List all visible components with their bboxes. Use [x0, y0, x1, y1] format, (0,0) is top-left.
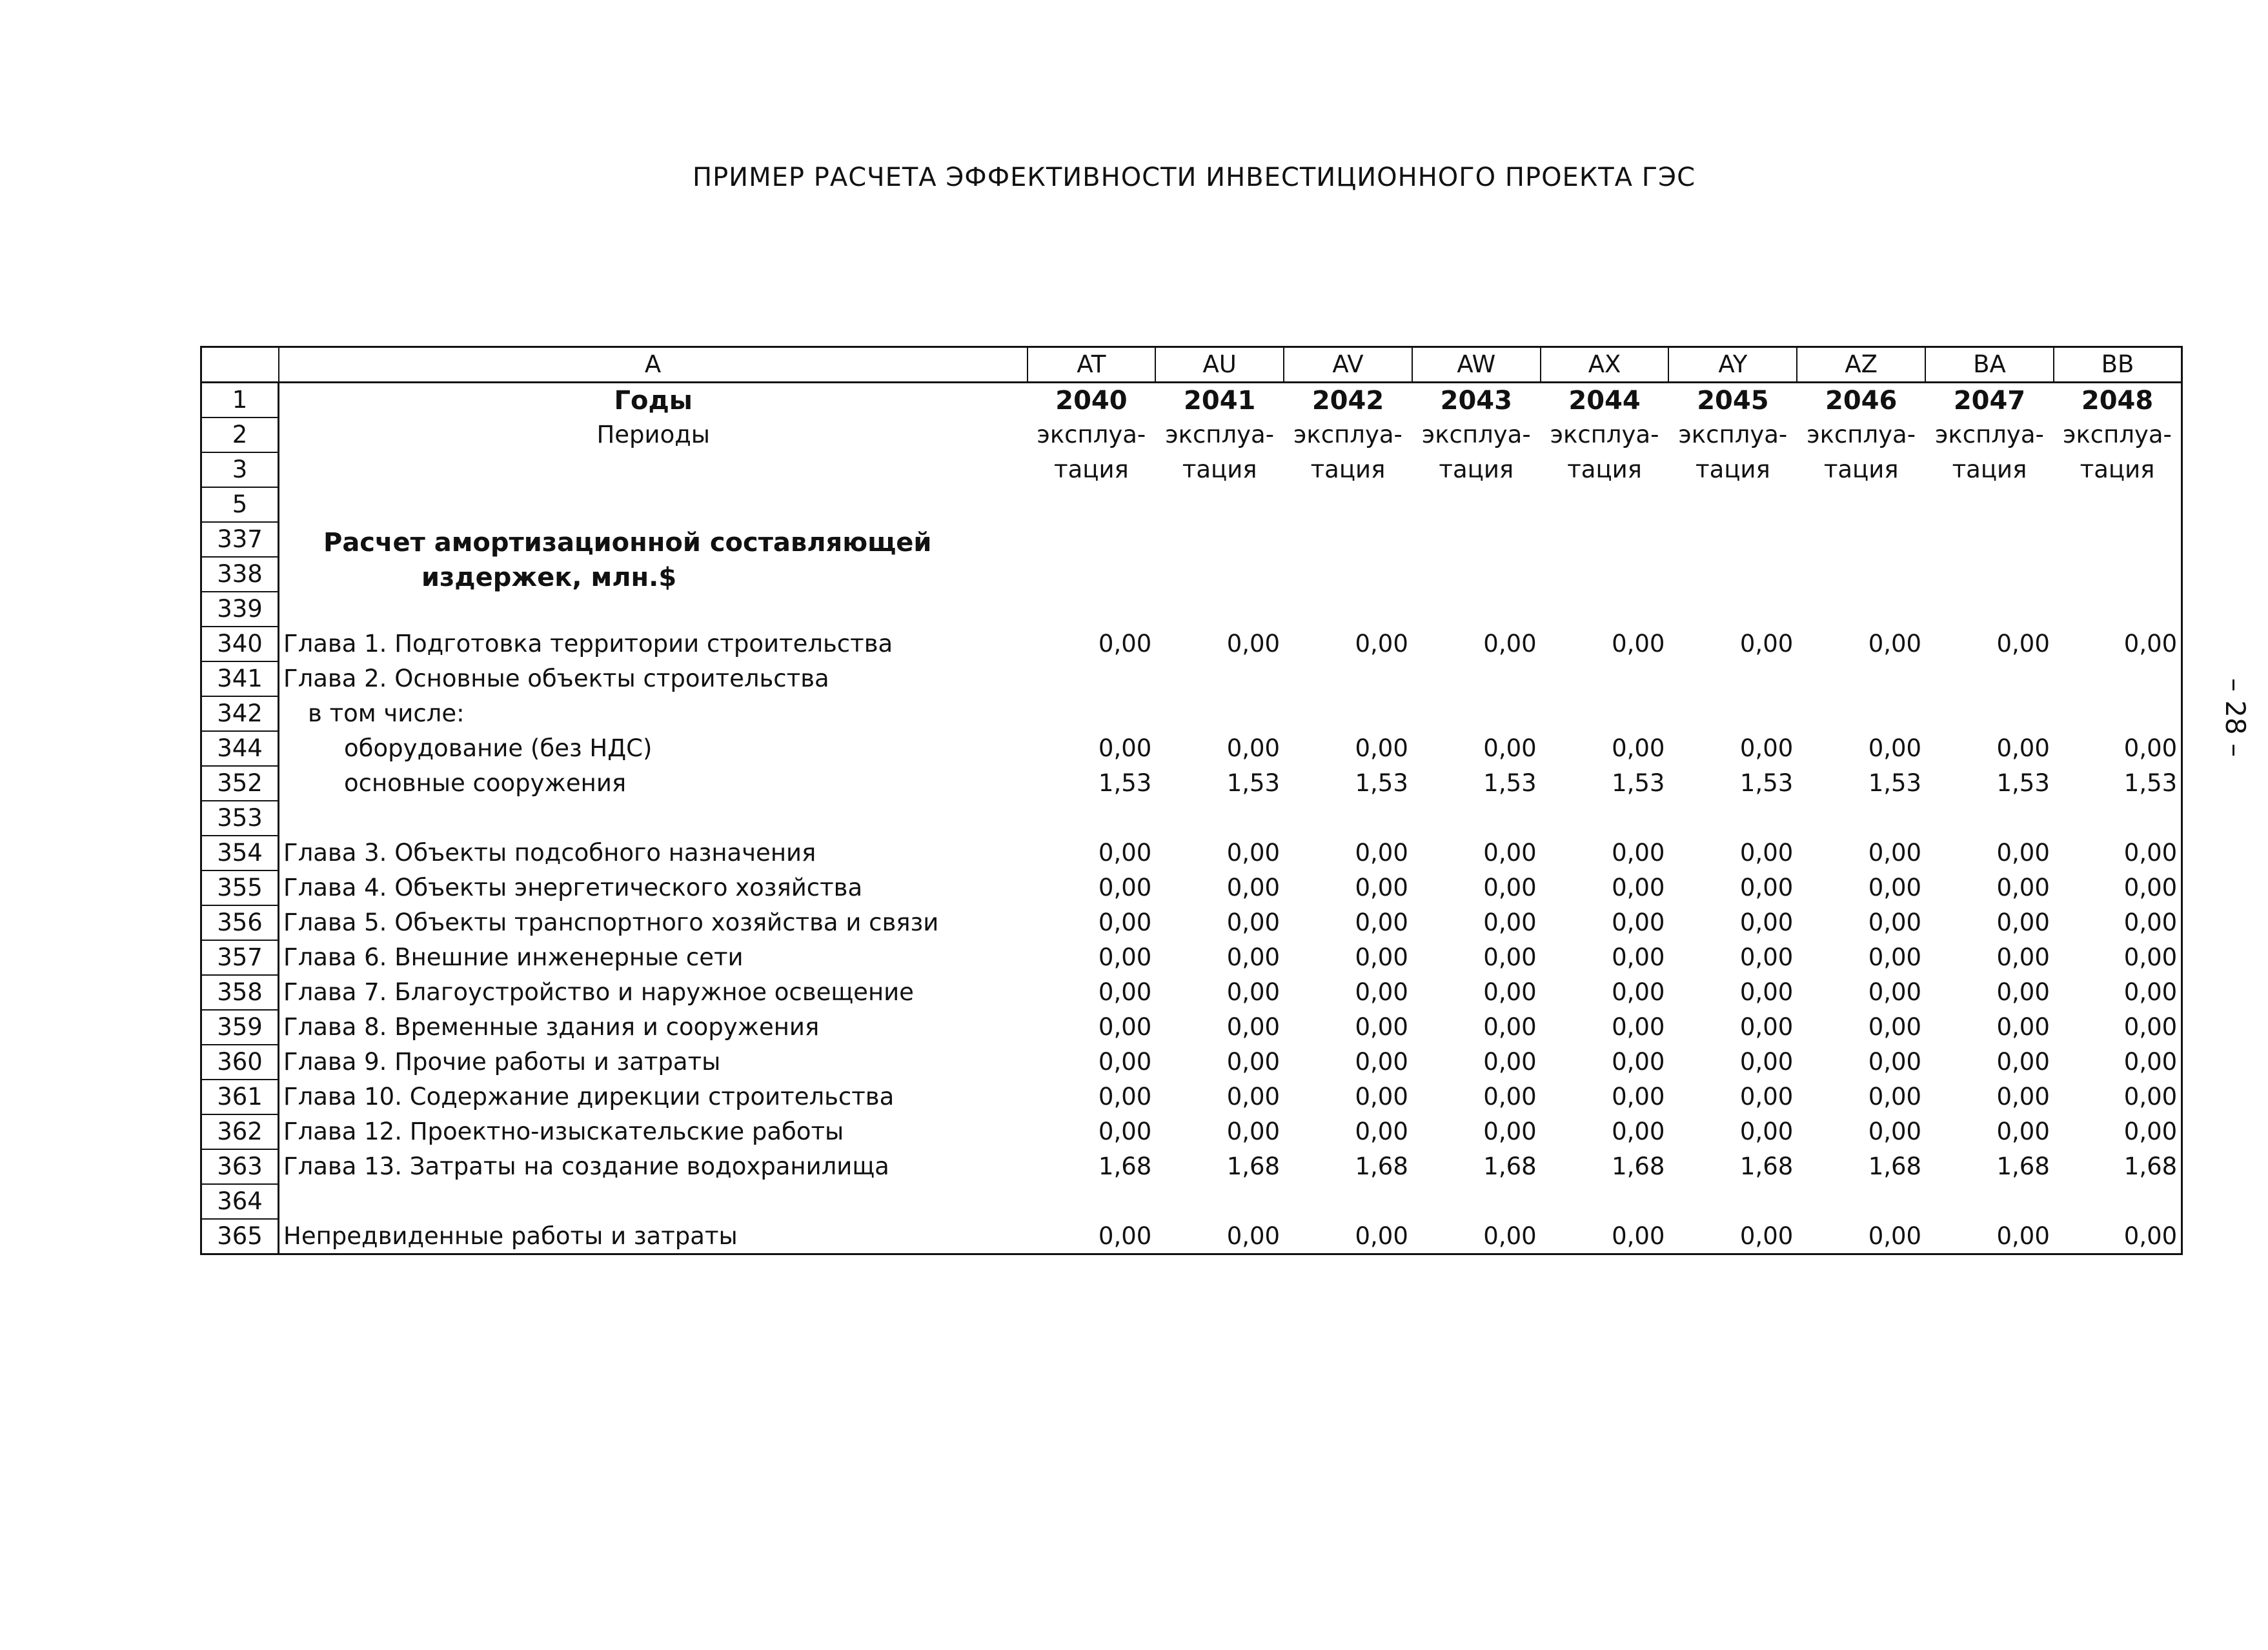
value-cell	[1155, 801, 1284, 836]
table-row	[201, 870, 2182, 905]
value-cell: 1,68	[1098, 1152, 1152, 1180]
row-number: 1	[201, 383, 279, 418]
value-cell: 0,00	[1355, 1083, 1408, 1111]
value-cell	[1925, 696, 2054, 731]
value-cell: 0,00	[2054, 1010, 2182, 1045]
table-row	[201, 1114, 2182, 1149]
value-cell: 0,00	[1412, 1219, 1541, 1254]
table-row	[201, 627, 2182, 661]
document-title: ПРИМЕР РАСЧЕТА ЭФФЕКТИВНОСТИ ИНВЕСТИЦИОННОГО ПРОЕКТА ГЭС	[692, 163, 1696, 192]
row-label: Глава 13. Затраты на создание водохранилища	[283, 1152, 889, 1180]
table-row	[201, 940, 2182, 975]
column-header-a: A	[279, 347, 1028, 383]
row-number: 2	[201, 418, 279, 452]
row-label: Глава 9. Прочие работы и затраты	[283, 1048, 721, 1076]
value-cell: 0,00	[1226, 1118, 1281, 1145]
table-row	[201, 975, 2182, 1010]
value-cell: 0,00	[1098, 909, 1152, 936]
value-cell: 0,00	[1612, 630, 1665, 658]
period-cell: тация	[1310, 456, 1386, 483]
section-title-line-2: издержек, млн.$	[421, 563, 677, 592]
value-cell: 0,00	[1098, 1048, 1152, 1076]
spreadsheet	[200, 346, 2182, 1250]
table-row	[201, 1080, 2182, 1114]
value-cell: 0,00	[1739, 909, 1794, 936]
value-cell: 0,00	[1355, 839, 1408, 867]
column-header: BA	[1925, 347, 2054, 383]
table-row	[201, 1184, 2182, 1219]
column-header: AU	[1155, 347, 1284, 383]
row-number: 340	[201, 627, 279, 661]
value-cell: 0,00	[1355, 909, 1408, 936]
row-number: 344	[201, 731, 279, 766]
value-cell	[1155, 1184, 1284, 1219]
row-label: Глава 12. Проектно-изыскательские работы	[283, 1118, 844, 1145]
value-cell: 0,00	[1612, 1083, 1665, 1111]
row-label: оборудование (без НДС)	[344, 734, 653, 762]
value-cell: 0,00	[1098, 839, 1152, 867]
value-cell: 0,00	[2054, 905, 2182, 940]
value-cell: 0,00	[1483, 1013, 1537, 1041]
value-cell	[1284, 1184, 1412, 1219]
value-cell: 0,00	[2054, 975, 2182, 1010]
value-cell	[1797, 1184, 1925, 1219]
row-number: 365	[201, 1219, 279, 1254]
period-cell: эксплуа-	[1807, 421, 1916, 448]
value-cell: 0,00	[1739, 630, 1794, 658]
row-label: Глава 1. Подготовка территории строительства	[283, 630, 893, 658]
value-cell: 1,53	[1868, 769, 1922, 797]
value-cell: 0,00	[1996, 1118, 2050, 1145]
row-number: 354	[201, 836, 279, 870]
value-cell: 0,00	[1226, 630, 1281, 658]
value-cell: 1,68	[1226, 1152, 1281, 1180]
value-cell	[1028, 696, 1156, 731]
periods-row-2	[201, 452, 2182, 487]
value-cell: 1,68	[1868, 1152, 1922, 1180]
value-cell: 0,00	[1612, 874, 1665, 901]
year-cell: 2044	[1568, 385, 1641, 416]
value-cell: 1,53	[1098, 769, 1152, 797]
value-cell	[1284, 801, 1412, 836]
value-cell: 0,00	[1612, 1048, 1665, 1076]
years-label: Годы	[614, 385, 693, 416]
value-cell: 0,00	[1868, 909, 1922, 936]
value-cell: 0,00	[1668, 1219, 1797, 1254]
period-cell: тация	[1054, 456, 1129, 483]
column-header: AV	[1284, 347, 1412, 383]
value-cell: 0,00	[1355, 943, 1408, 971]
row-label: Глава 7. Благоустройство и наружное освещение	[283, 978, 914, 1006]
value-cell	[1155, 592, 1284, 627]
value-cell: 0,00	[1355, 734, 1408, 762]
value-cell	[1284, 592, 1412, 627]
table-row	[201, 592, 2182, 627]
value-cell: 0,00	[1226, 909, 1281, 936]
period-cell: тация	[2054, 452, 2182, 487]
value-cell: 0,00	[1996, 630, 2050, 658]
value-cell: 0,00	[1868, 1118, 1922, 1145]
value-cell: 1,68	[1612, 1152, 1665, 1180]
column-header: AT	[1028, 347, 1156, 383]
row-number: 352	[201, 766, 279, 801]
value-cell	[1284, 696, 1412, 731]
value-cell: 0,00	[1612, 978, 1665, 1006]
value-cell: 0,00	[1996, 874, 2050, 901]
value-cell: 0,00	[1868, 1048, 1922, 1076]
value-cell: 0,00	[1483, 1118, 1537, 1145]
value-cell: 0,00	[1028, 1219, 1156, 1254]
value-cell: 0,00	[1098, 978, 1152, 1006]
value-cell: 0,00	[1868, 630, 1922, 658]
years-row	[201, 383, 2182, 418]
year-cell: 2045	[1697, 385, 1769, 416]
value-cell: 0,00	[1739, 874, 1794, 901]
value-cell	[1925, 1184, 2054, 1219]
row-label: Глава 3. Объекты подсобного назначения	[283, 839, 816, 867]
amortization-table	[200, 346, 2183, 1255]
value-cell: 1,53	[1355, 769, 1408, 797]
row-number: 360	[201, 1045, 279, 1080]
row-label: основные сооружения	[344, 769, 627, 797]
value-cell: 0,00	[1612, 1118, 1665, 1145]
value-cell	[1541, 801, 1669, 836]
value-cell: 0,00	[1098, 1013, 1152, 1041]
value-cell	[1541, 696, 1669, 731]
value-cell: 0,00	[1284, 1219, 1412, 1254]
value-cell	[1412, 592, 1541, 627]
row-number: 361	[201, 1080, 279, 1114]
page-number: – 28 –	[2220, 678, 2251, 758]
value-cell: 0,00	[1483, 630, 1537, 658]
year-cell: 2041	[1184, 385, 1256, 416]
row-number: 337	[201, 522, 279, 557]
year-cell: 2046	[1825, 385, 1898, 416]
column-header: BB	[2054, 347, 2182, 383]
value-cell: 0,00	[1355, 978, 1408, 1006]
value-cell: 0,00	[1612, 909, 1665, 936]
row-number: 355	[201, 870, 279, 905]
row-number: 341	[201, 661, 279, 696]
value-cell: 0,00	[1098, 943, 1152, 971]
column-header: AX	[1541, 347, 1669, 383]
value-cell: 0,00	[2054, 940, 2182, 975]
period-cell: эксплуа-	[1550, 421, 1659, 448]
table-row	[201, 661, 2182, 696]
section-title-line-1: Расчет амортизационной составляющей	[323, 528, 932, 558]
value-cell	[2054, 661, 2182, 696]
empty-label	[279, 452, 1028, 487]
value-cell	[1412, 801, 1541, 836]
value-cell: 0,00	[1739, 1013, 1794, 1041]
value-cell: 0,00	[1226, 839, 1281, 867]
period-cell: эксплуа-	[1293, 421, 1402, 448]
value-cell: 0,00	[1868, 1083, 1922, 1111]
value-cell: 0,00	[1226, 1013, 1281, 1041]
table-row	[201, 801, 2182, 836]
year-cell: 2047	[1953, 385, 2026, 416]
value-cell	[1155, 696, 1284, 731]
value-cell	[2054, 592, 2182, 627]
corner-cell	[201, 347, 279, 383]
row-label	[279, 592, 1028, 627]
value-cell: 0,00	[1226, 734, 1281, 762]
period-cell: эксплуа-	[1935, 421, 2044, 448]
year-cell: 2042	[1311, 385, 1384, 416]
value-cell	[1925, 661, 2054, 696]
value-cell: 0,00	[1155, 1219, 1284, 1254]
value-cell: 1,68	[1739, 1152, 1794, 1180]
value-cell: 0,00	[1739, 1048, 1794, 1076]
value-cell: 0,00	[1483, 909, 1537, 936]
period-cell: эксплуа-	[2054, 418, 2182, 452]
table-row	[201, 905, 2182, 940]
value-cell: 0,00	[1868, 734, 1922, 762]
value-cell: 0,00	[1996, 839, 2050, 867]
table-row	[201, 1045, 2182, 1080]
value-cell: 0,00	[1355, 630, 1408, 658]
value-cell: 0,00	[1226, 1083, 1281, 1111]
value-cell: 0,00	[1797, 1219, 1925, 1254]
value-cell: 0,00	[1739, 1083, 1794, 1111]
row-number: 356	[201, 905, 279, 940]
period-cell: тация	[1823, 456, 1899, 483]
value-cell: 1,68	[1355, 1152, 1408, 1180]
row-label: Глава 5. Объекты транспортного хозяйства и связи	[283, 909, 939, 936]
section-title-row-2	[201, 557, 2182, 592]
value-cell: 0,00	[1739, 839, 1794, 867]
value-cell	[1668, 592, 1797, 627]
value-cell: 0,00	[1612, 943, 1665, 971]
value-cell: 0,00	[1098, 1083, 1152, 1111]
value-cell: 0,00	[1996, 1083, 2050, 1111]
row-number: 357	[201, 940, 279, 975]
value-cell: 0,00	[1098, 1118, 1152, 1145]
period-cell: тация	[1952, 456, 2027, 483]
value-cell: 0,00	[1868, 1013, 1922, 1041]
table-row	[201, 1219, 2182, 1254]
row-label	[279, 1184, 1028, 1219]
column-header: AZ	[1797, 347, 1925, 383]
value-cell	[1668, 696, 1797, 731]
column-header: AW	[1412, 347, 1541, 383]
value-cell: 0,00	[2054, 1080, 2182, 1114]
table-row	[201, 1149, 2182, 1184]
value-cell: 0,00	[1355, 1048, 1408, 1076]
value-cell: 0,00	[1739, 734, 1794, 762]
value-cell: 0,00	[1541, 1219, 1669, 1254]
row-label: Глава 4. Объекты энергетического хозяйства	[283, 874, 863, 901]
value-cell: 0,00	[2054, 870, 2182, 905]
table-row	[201, 766, 2182, 801]
value-cell: 1,53	[1226, 769, 1281, 797]
row-label: Глава 8. Временные здания и сооружения	[283, 1013, 820, 1041]
row-number: 363	[201, 1149, 279, 1184]
value-cell: 0,00	[1868, 874, 1922, 901]
value-cell: 0,00	[2054, 1219, 2182, 1254]
row-number: 358	[201, 975, 279, 1010]
value-cell: 0,00	[1098, 630, 1152, 658]
period-cell: тация	[1696, 456, 1770, 483]
value-cell: 0,00	[1925, 1219, 2054, 1254]
value-cell: 1,53	[1996, 769, 2050, 797]
row-number: 338	[201, 557, 279, 592]
value-cell	[1668, 661, 1797, 696]
value-cell	[1412, 661, 1541, 696]
value-cell: 0,00	[1226, 978, 1281, 1006]
value-cell: 0,00	[2054, 836, 2182, 870]
value-cell: 0,00	[2054, 1045, 2182, 1080]
period-cell: эксплуа-	[1421, 421, 1531, 448]
table-row	[201, 1010, 2182, 1045]
year-cell: 2040	[1055, 385, 1128, 416]
column-header: AY	[1668, 347, 1797, 383]
value-cell: 0,00	[1868, 943, 1922, 971]
period-cell: тация	[1567, 456, 1642, 483]
value-cell: 0,00	[1355, 1013, 1408, 1041]
value-cell: 0,00	[1226, 943, 1281, 971]
value-cell: 0,00	[1996, 909, 2050, 936]
value-cell: 0,00	[1612, 839, 1665, 867]
row-label: в том числе:	[308, 699, 465, 727]
value-cell	[1797, 661, 1925, 696]
year-cell: 2043	[1440, 385, 1512, 416]
value-cell: 0,00	[1226, 1048, 1281, 1076]
value-cell	[1797, 696, 1925, 731]
value-cell: 0,00	[1612, 1013, 1665, 1041]
value-cell	[1925, 592, 2054, 627]
value-cell: 0,00	[1868, 978, 1922, 1006]
row-label: Непредвиденные работы и затраты	[279, 1219, 1028, 1254]
value-cell	[1541, 592, 1669, 627]
value-cell: 0,00	[1996, 734, 2050, 762]
value-cell: 0,00	[1996, 978, 2050, 1006]
row-number: 339	[201, 592, 279, 627]
value-cell: 0,00	[1226, 874, 1281, 901]
value-cell: 0,00	[1355, 874, 1408, 901]
table-row	[201, 696, 2182, 731]
value-cell	[1412, 696, 1541, 731]
periods-label: Периоды	[596, 421, 711, 448]
row-number: 362	[201, 1114, 279, 1149]
section-title-row	[201, 522, 2182, 557]
value-cell	[1284, 661, 1412, 696]
value-cell	[1668, 1184, 1797, 1219]
blank-row	[201, 487, 2182, 522]
value-cell: 1,68	[1996, 1152, 2050, 1180]
value-cell: 0,00	[1739, 1118, 1794, 1145]
value-cell: 0,00	[2054, 627, 2182, 661]
value-cell: 0,00	[1996, 943, 2050, 971]
value-cell	[1028, 592, 1156, 627]
value-cell	[2054, 801, 2182, 836]
column-header-row	[201, 347, 2182, 383]
value-cell: 0,00	[1739, 978, 1794, 1006]
value-cell: 0,00	[1355, 1118, 1408, 1145]
value-cell: 0,00	[1996, 1048, 2050, 1076]
value-cell	[1028, 801, 1156, 836]
value-cell: 0,00	[1483, 1083, 1537, 1111]
value-cell: 0,00	[2054, 731, 2182, 766]
periods-row	[201, 418, 2182, 452]
row-number: 3	[201, 452, 279, 487]
value-cell: 0,00	[1483, 839, 1537, 867]
table-row	[201, 836, 2182, 870]
period-cell: эксплуа-	[1165, 421, 1275, 448]
row-number: 364	[201, 1184, 279, 1219]
value-cell	[1541, 661, 1669, 696]
value-cell: 0,00	[1483, 734, 1537, 762]
value-cell: 0,00	[1483, 978, 1537, 1006]
value-cell: 0,00	[2054, 1114, 2182, 1149]
value-cell: 0,00	[1483, 874, 1537, 901]
value-cell: 0,00	[1868, 839, 1922, 867]
value-cell	[2054, 696, 2182, 731]
value-cell	[1925, 801, 2054, 836]
row-number: 359	[201, 1010, 279, 1045]
value-cell: 1,53	[1612, 769, 1665, 797]
value-cell: 1,53	[1739, 769, 1794, 797]
row-number: 342	[201, 696, 279, 731]
value-cell: 0,00	[1483, 943, 1537, 971]
value-cell: 1,68	[2054, 1149, 2182, 1184]
value-cell	[1668, 801, 1797, 836]
value-cell	[1028, 661, 1156, 696]
value-cell: 1,68	[1483, 1152, 1537, 1180]
value-cell: 0,00	[1612, 734, 1665, 762]
value-cell	[1797, 592, 1925, 627]
row-label: Глава 6. Внешние инженерные сети	[283, 943, 744, 971]
value-cell	[1028, 1184, 1156, 1219]
table-row	[201, 731, 2182, 766]
period-cell: эксплуа-	[1678, 421, 1788, 448]
value-cell	[1797, 801, 1925, 836]
value-cell: 0,00	[1098, 734, 1152, 762]
value-cell: 1,53	[2054, 766, 2182, 801]
row-label	[279, 801, 1028, 836]
value-cell: 0,00	[1996, 1013, 2050, 1041]
value-cell	[1541, 1184, 1669, 1219]
period-cell: тация	[1439, 456, 1514, 483]
value-cell	[1412, 1184, 1541, 1219]
period-cell: эксплуа-	[1037, 421, 1146, 448]
year-cell: 2048	[2054, 383, 2182, 418]
value-cell: 0,00	[1098, 874, 1152, 901]
value-cell	[2054, 1184, 2182, 1219]
row-number: 5	[201, 487, 279, 522]
value-cell: 1,53	[1483, 769, 1537, 797]
row-number: 353	[201, 801, 279, 836]
row-label: Глава 2. Основные объекты строительства	[283, 665, 829, 692]
value-cell: 0,00	[1483, 1048, 1537, 1076]
period-cell: тация	[1182, 456, 1257, 483]
value-cell: 0,00	[1739, 943, 1794, 971]
row-label: Глава 10. Содержание дирекции строительства	[283, 1083, 895, 1111]
value-cell	[1155, 661, 1284, 696]
